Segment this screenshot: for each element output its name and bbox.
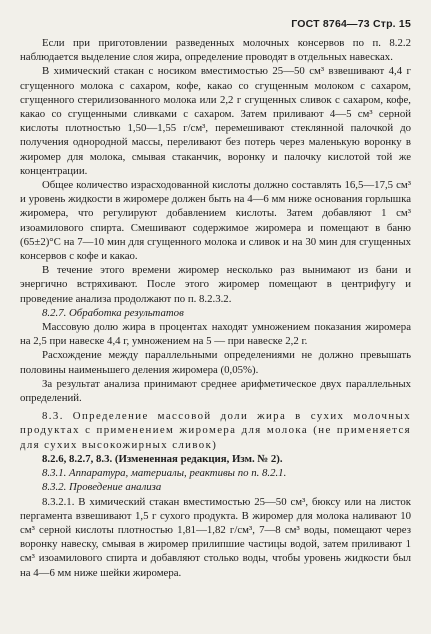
paragraph-procedure: В химический стакан с носиком вместимостью 25—50 см³ взвешивают 4,4 г сгущенного молока с сахаром, кофе, какао со сгущенным молоком с сахаром, сгущенного стерилизованного молока или 2,2 г сгущенных сливок с сахаром, кофе, какао со сгущенными сливками с сахаром. Затем приливают 4—5 см³ серной кислоты плотностью 1,50—1,55 г/см³, перемешивают стеклянной палочкой до получения однородной массы, переливают без потерь через маленькую воронку в жиромер для молока, смывая стаканчик, воронку и палочку кислотой той же концентрации. <box>20 65 411 177</box>
paragraph-discrepancy: Расхождение между параллельными определениями не должно превышать половины наименьшего деления жиромера (0,05%). <box>20 349 411 376</box>
section-8-3-heading: 8.3. Определение массовой доли жира в сухих молочных продуктах с применением жиромера для молока (не применяется для сухих высокожирных сливок) <box>20 410 411 451</box>
paragraph-result: За результат анализа принимают среднее арифметическое двух параллельных определений. <box>20 377 411 405</box>
amendment-note: 8.2.6, 8.2.7, 8.3. (Измененная редакция, Изм. № 2). <box>42 452 283 465</box>
paragraph-acid-amount: Общее количество израсходованной кислоты должно составлять 16,5—17,5 см³ и уровень жидкости в жиромере должен быть на 4—6 мм ниже основания горлышка жиромера, что регулируют добавлением кислоты. Затем добавляют 1 см³ изоамилового спирта. Смешивают содержимое жиромера и помещают в баню (65±2)°С на 7—10 мин для сгущенного молока и сливок и на 30 мин для сгущенных консервов с кофе и какао. <box>20 179 411 263</box>
section-8-2-7-heading: 8.2.7. Обработка результатов <box>42 306 184 319</box>
paragraph-fat-layer: Если при приготовлении разведенных молочных консервов по п. 8.2.2 наблюдается выделение слоя жира, определение проводят в отдельных навесках. <box>20 37 411 64</box>
section-8-3-2-heading: 8.3.2. Проведение анализа <box>42 481 162 494</box>
paragraph-shaking: В течение этого времени жиромер несколько раз вынимают из бани и энергично встряхивают. После этого жиромер помещают в центрифугу и проведение анализа продолжают по п. 8.2.3.2. <box>20 264 411 305</box>
page-header: ГОСТ 8764—73 Стр. 15 <box>291 18 411 30</box>
paragraph-calculation: Массовую долю жира в процентах находят умножением показания жиромера на 2,5 при навеске 4,4 г, умножением на 5 — при навеске 2,2 г. <box>20 321 411 348</box>
paragraph-8-3-2-1: 8.3.2.1. В химический стакан вместимостью 25—50 см³, бюксу или на листок пергамента взвешивают 1,5 г сухого продукта. В жиромер для молока наливают 10 см³ серной кислоты плотностью 1,81—1,82 г/см³, 7—8 см³ воды, помещают через воронку навеску, смывая в жиромер прилипшие частицы водой, затем приливают 1 см³ изоамилового спирта и добавляют столько воды, чтобы уровень жидкости был на 4—6 мм ниже шейки жиромера. <box>20 495 411 579</box>
document-body <box>20 36 411 580</box>
section-8-3-1: 8.3.1. Аппаратура, материалы, реактивы по п. 8.2.1. <box>42 467 287 480</box>
